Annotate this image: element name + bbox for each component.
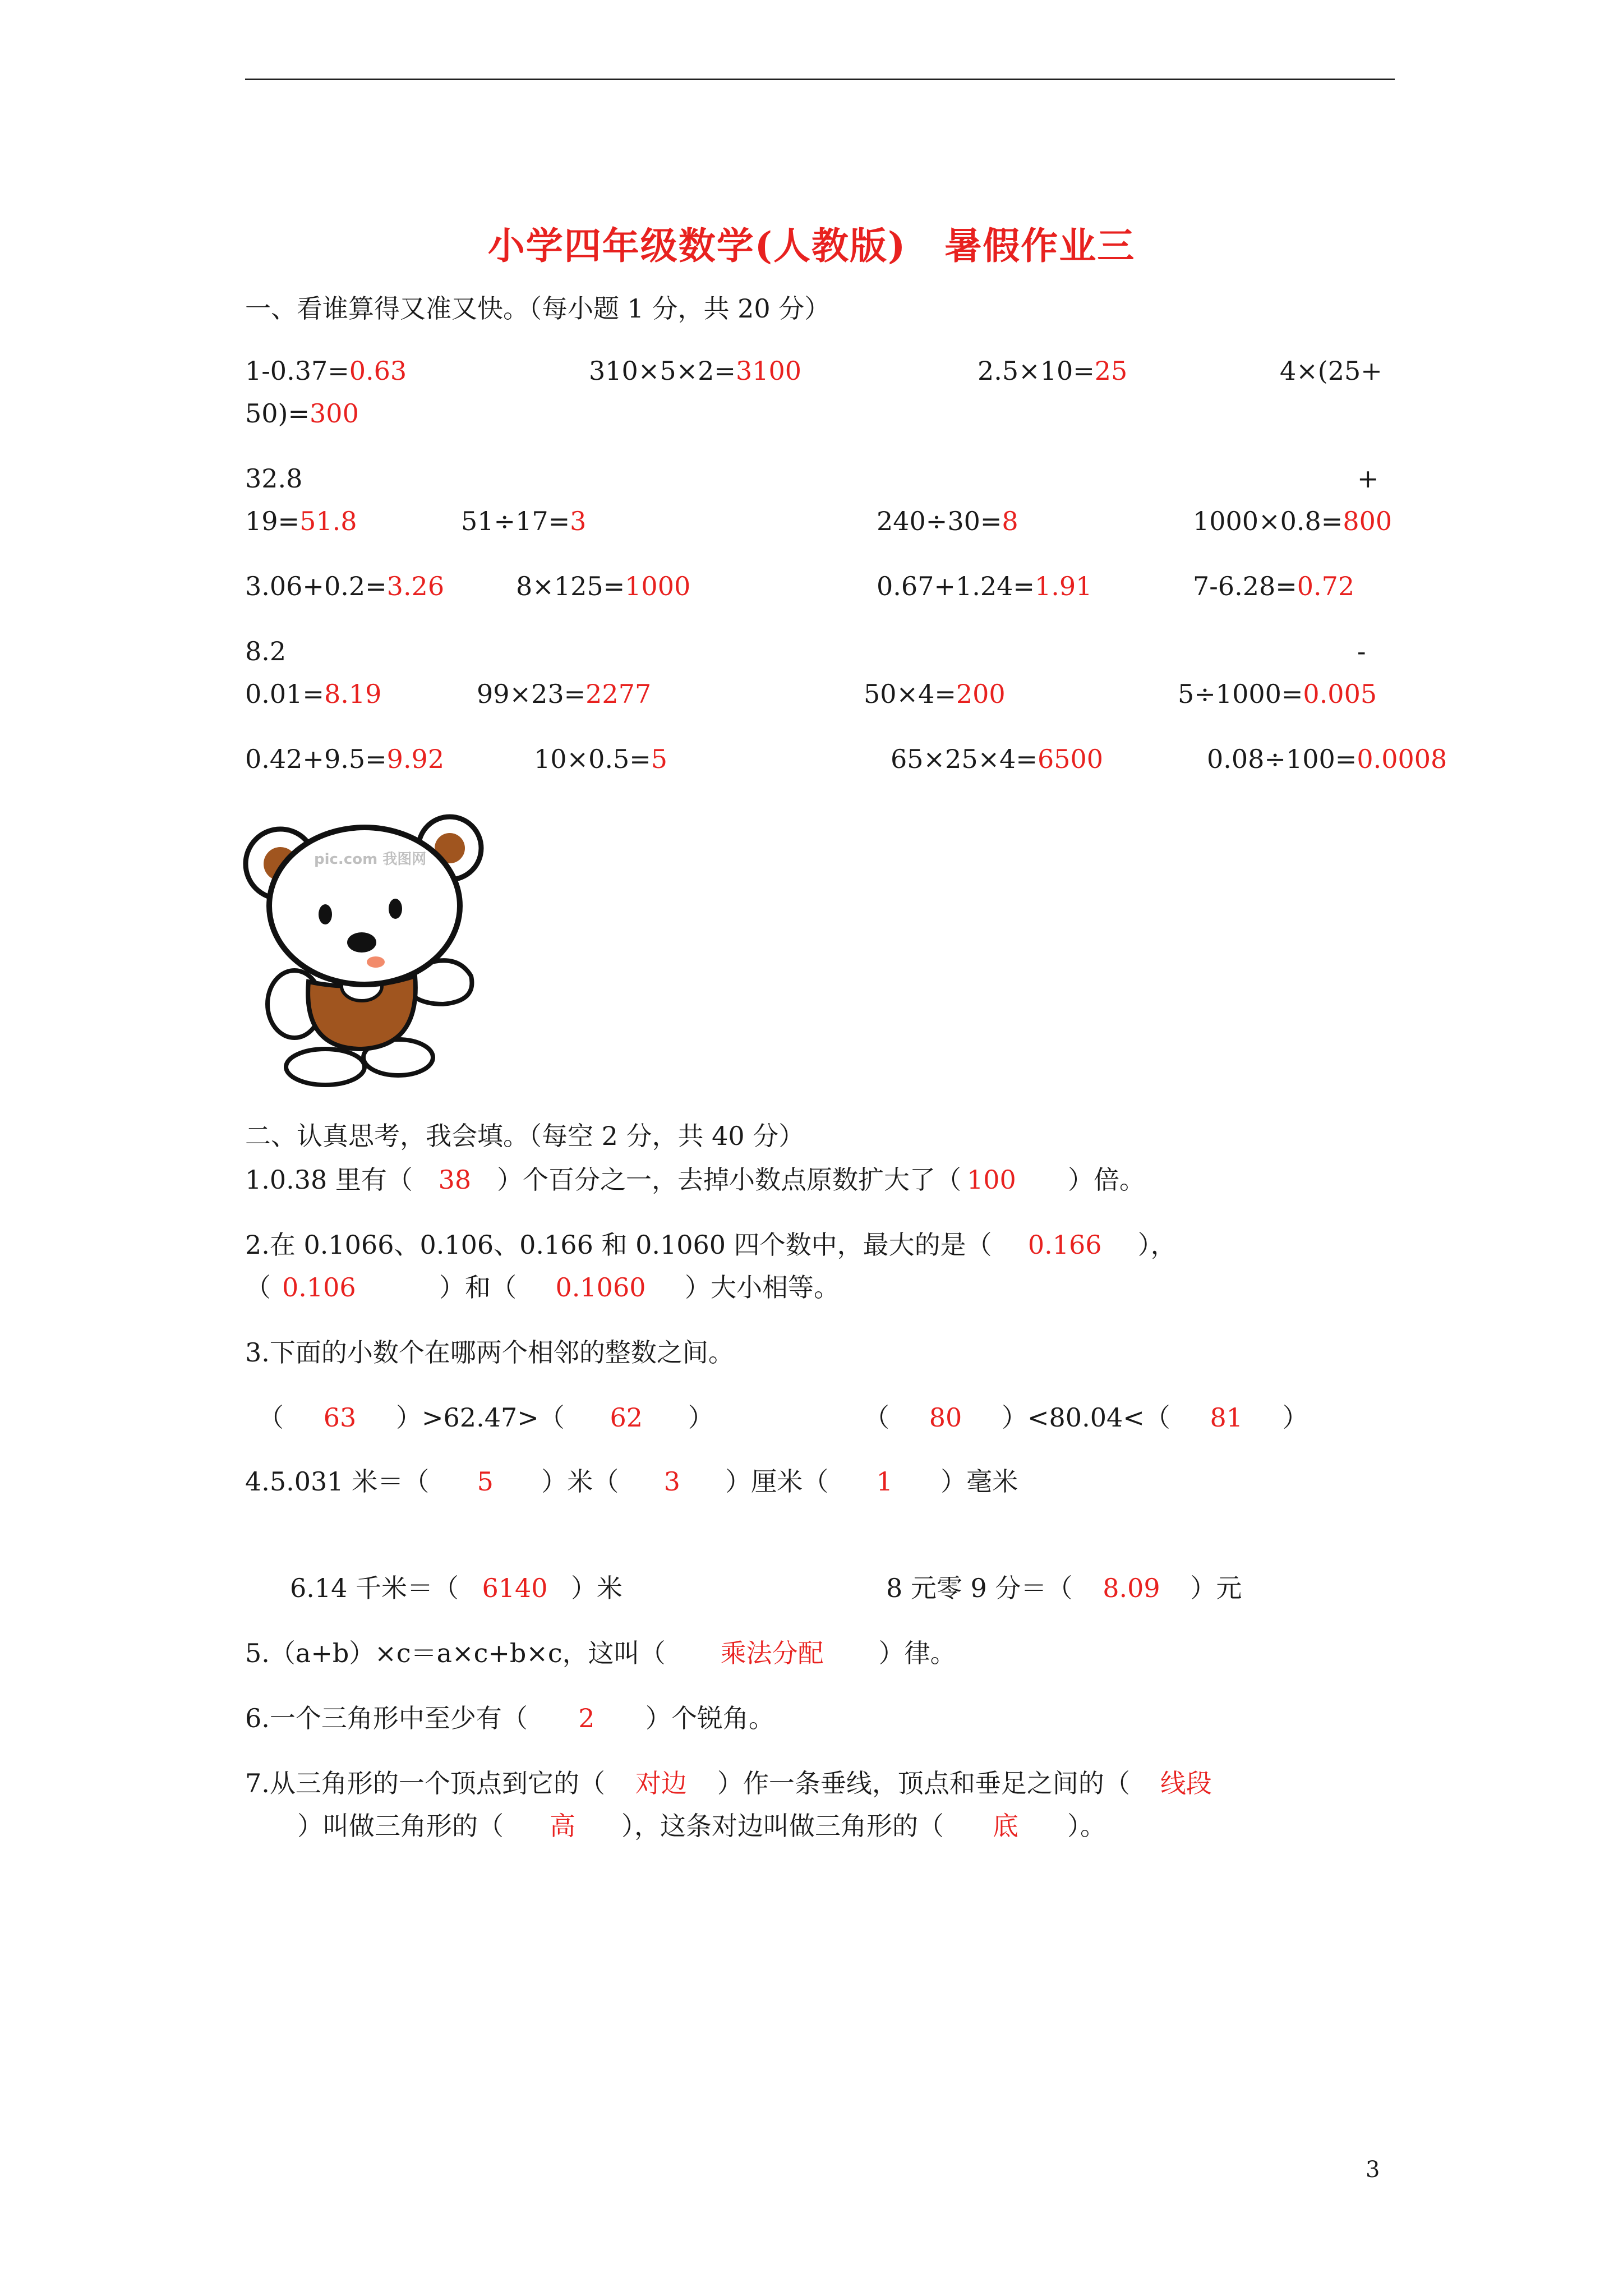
question-3: 3.下面的小数个在哪两个相邻的整数之间。 [245, 1337, 734, 1368]
fill-answer: 8.09 [1103, 1573, 1160, 1603]
calc-answer: 9.92 [386, 744, 445, 774]
fill-answer: 38 [438, 1165, 472, 1195]
calc-answer: 0.72 [1297, 571, 1355, 601]
fill-answer: 高 [550, 1811, 575, 1841]
calc-item: 65×25×4=6500 [891, 744, 1104, 774]
question-4: 4.5.031 米＝（ 5 ）米（ 3 ）厘米（ 1 ）毫米 [245, 1466, 1018, 1497]
calc-item: 5÷1000=0.005 [1178, 679, 1377, 709]
section2-heading: 二、认真思考，我会填。（每空 2 分，共 40 分） [245, 1121, 805, 1151]
calc-answer: 300 [310, 398, 359, 429]
fill-answer: 2 [578, 1703, 595, 1733]
question-7: 7.从三角形的一个顶点到它的（ 对边 ）作一条垂线，顶点和垂足之间的（ 线段 [245, 1770, 1242, 1796]
calc-item-part: 32.8 [245, 463, 303, 494]
calc-answer: 25 [1094, 356, 1128, 386]
calc-answer: 51.8 [299, 506, 357, 536]
fill-answer: 0.1060 [555, 1272, 646, 1303]
calc-item: 50)=300 [245, 398, 359, 429]
calc-answer: 0.63 [349, 356, 407, 386]
fill-answer: 81 [1210, 1402, 1243, 1433]
header-rule [245, 79, 1395, 80]
calc-answer: 3 [570, 506, 587, 536]
fill-answer: 0.106 [282, 1272, 356, 1303]
calc-answer: 8 [1002, 506, 1018, 536]
question-5: 5.（a+b）×c＝a×c+b×c，这叫（ 乘法分配 ）律。 [245, 1638, 956, 1668]
calc-answer: 200 [956, 679, 1006, 709]
question-3-right: （ 80 ）<80.04<（ 81 ） [864, 1402, 1308, 1433]
calc-item: 0.67+1.24=1.91 [877, 571, 1092, 601]
question-4-left: 6.14 千米＝（ 6140 ）米 [290, 1573, 623, 1603]
fill-answer: 1 [876, 1466, 893, 1497]
calc-answer: 0.005 [1303, 679, 1377, 709]
calc-answer: 6500 [1037, 744, 1104, 774]
calc-item-part: 8.2 [245, 636, 287, 666]
question-4-right: 8 元零 9 分＝（ 8.09 ）元 [886, 1573, 1242, 1603]
calc-item: 2.5×10=25 [978, 356, 1128, 386]
calc-item: 0.08÷100=0.0008 [1207, 744, 1447, 774]
calc-answer: 3.26 [386, 571, 445, 601]
question-3-left: （ 63 ）>62.47>（ 62 ） [258, 1402, 714, 1433]
question-2-line2: （ 0.106 ）和（ 0.1060 ）大小相等。 [245, 1272, 840, 1303]
calc-item: 1-0.37=0.63 [245, 356, 407, 386]
calc-answer: 3100 [735, 356, 802, 386]
calc-item-part: 4×(25+ [1280, 356, 1382, 386]
calc-item: 99×23=2277 [477, 679, 652, 709]
calc-item: 8×125=1000 [516, 571, 691, 601]
calc-item: 3.06+0.2=3.26 [245, 571, 445, 601]
calc-item: 50×4=200 [864, 679, 1006, 709]
page-number: 3 [1366, 2157, 1380, 2183]
question-7-line2: ）叫做三角形的（ 高 ），这条对边叫做三角形的（ 底 ）。 [297, 1811, 1106, 1841]
fill-answer: 3 [663, 1466, 680, 1497]
calc-item: 10×0.5=5 [534, 744, 668, 774]
calc-item: 19=51.8 [245, 506, 357, 536]
fill-answer: 63 [323, 1402, 357, 1433]
calc-answer: 5 [651, 744, 668, 774]
calc-answer: 2277 [585, 679, 652, 709]
calc-item: 7-6.28=0.72 [1193, 571, 1355, 601]
calc-item: 240÷30=8 [877, 506, 1018, 536]
calc-answer: 8.19 [324, 679, 382, 709]
calc-answer: 800 [1343, 506, 1393, 536]
fill-answer: 0.166 [1027, 1230, 1102, 1260]
fill-answer: 6140 [482, 1573, 548, 1603]
calc-answer: 0.0008 [1357, 744, 1447, 774]
calc-item: 1000×0.8=800 [1193, 506, 1393, 536]
fill-answer: 对边 [635, 1768, 687, 1798]
fill-answer: 线段 [1160, 1768, 1212, 1798]
fill-answer: 底 [993, 1811, 1018, 1841]
calc-item-part: - [1357, 636, 1366, 666]
calc-answer: 1.91 [1034, 571, 1092, 601]
fill-answer: 62 [610, 1402, 643, 1433]
calc-item: 51÷17=3 [461, 506, 587, 536]
fill-answer: 5 [477, 1466, 494, 1497]
fill-answer: 80 [929, 1402, 962, 1433]
question-1: 1.0.38 里有（ 38 ）个百分之一，去掉小数点原数扩大了（ 100 ）倍。 [245, 1165, 1145, 1195]
section1-heading: 一、看谁算得又准又快。（每小题 1 分，共 20 分） [245, 293, 831, 324]
page-title: 小学四年级数学(人教版) 暑假作业三 [487, 224, 1136, 268]
calc-item: 0.01=8.19 [245, 679, 382, 709]
calc-item: 0.42+9.5=9.92 [245, 744, 445, 774]
bear-illustration [241, 808, 488, 1088]
fill-answer: 乘法分配 [720, 1638, 824, 1668]
question-2: 2.在 0.1066、0.106、0.166 和 0.1060 四个数中，最大的是（ 0.166 ）， [245, 1230, 1177, 1260]
calc-item: 310×5×2=3100 [589, 356, 802, 386]
calc-item-part: + [1357, 463, 1379, 494]
watermark-text: pic.com 我图网 [314, 851, 427, 868]
fill-answer: 100 [966, 1165, 1016, 1195]
question-6: 6.一个三角形中至少有（ 2 ）个锐角。 [245, 1703, 774, 1733]
calc-answer: 1000 [625, 571, 691, 601]
